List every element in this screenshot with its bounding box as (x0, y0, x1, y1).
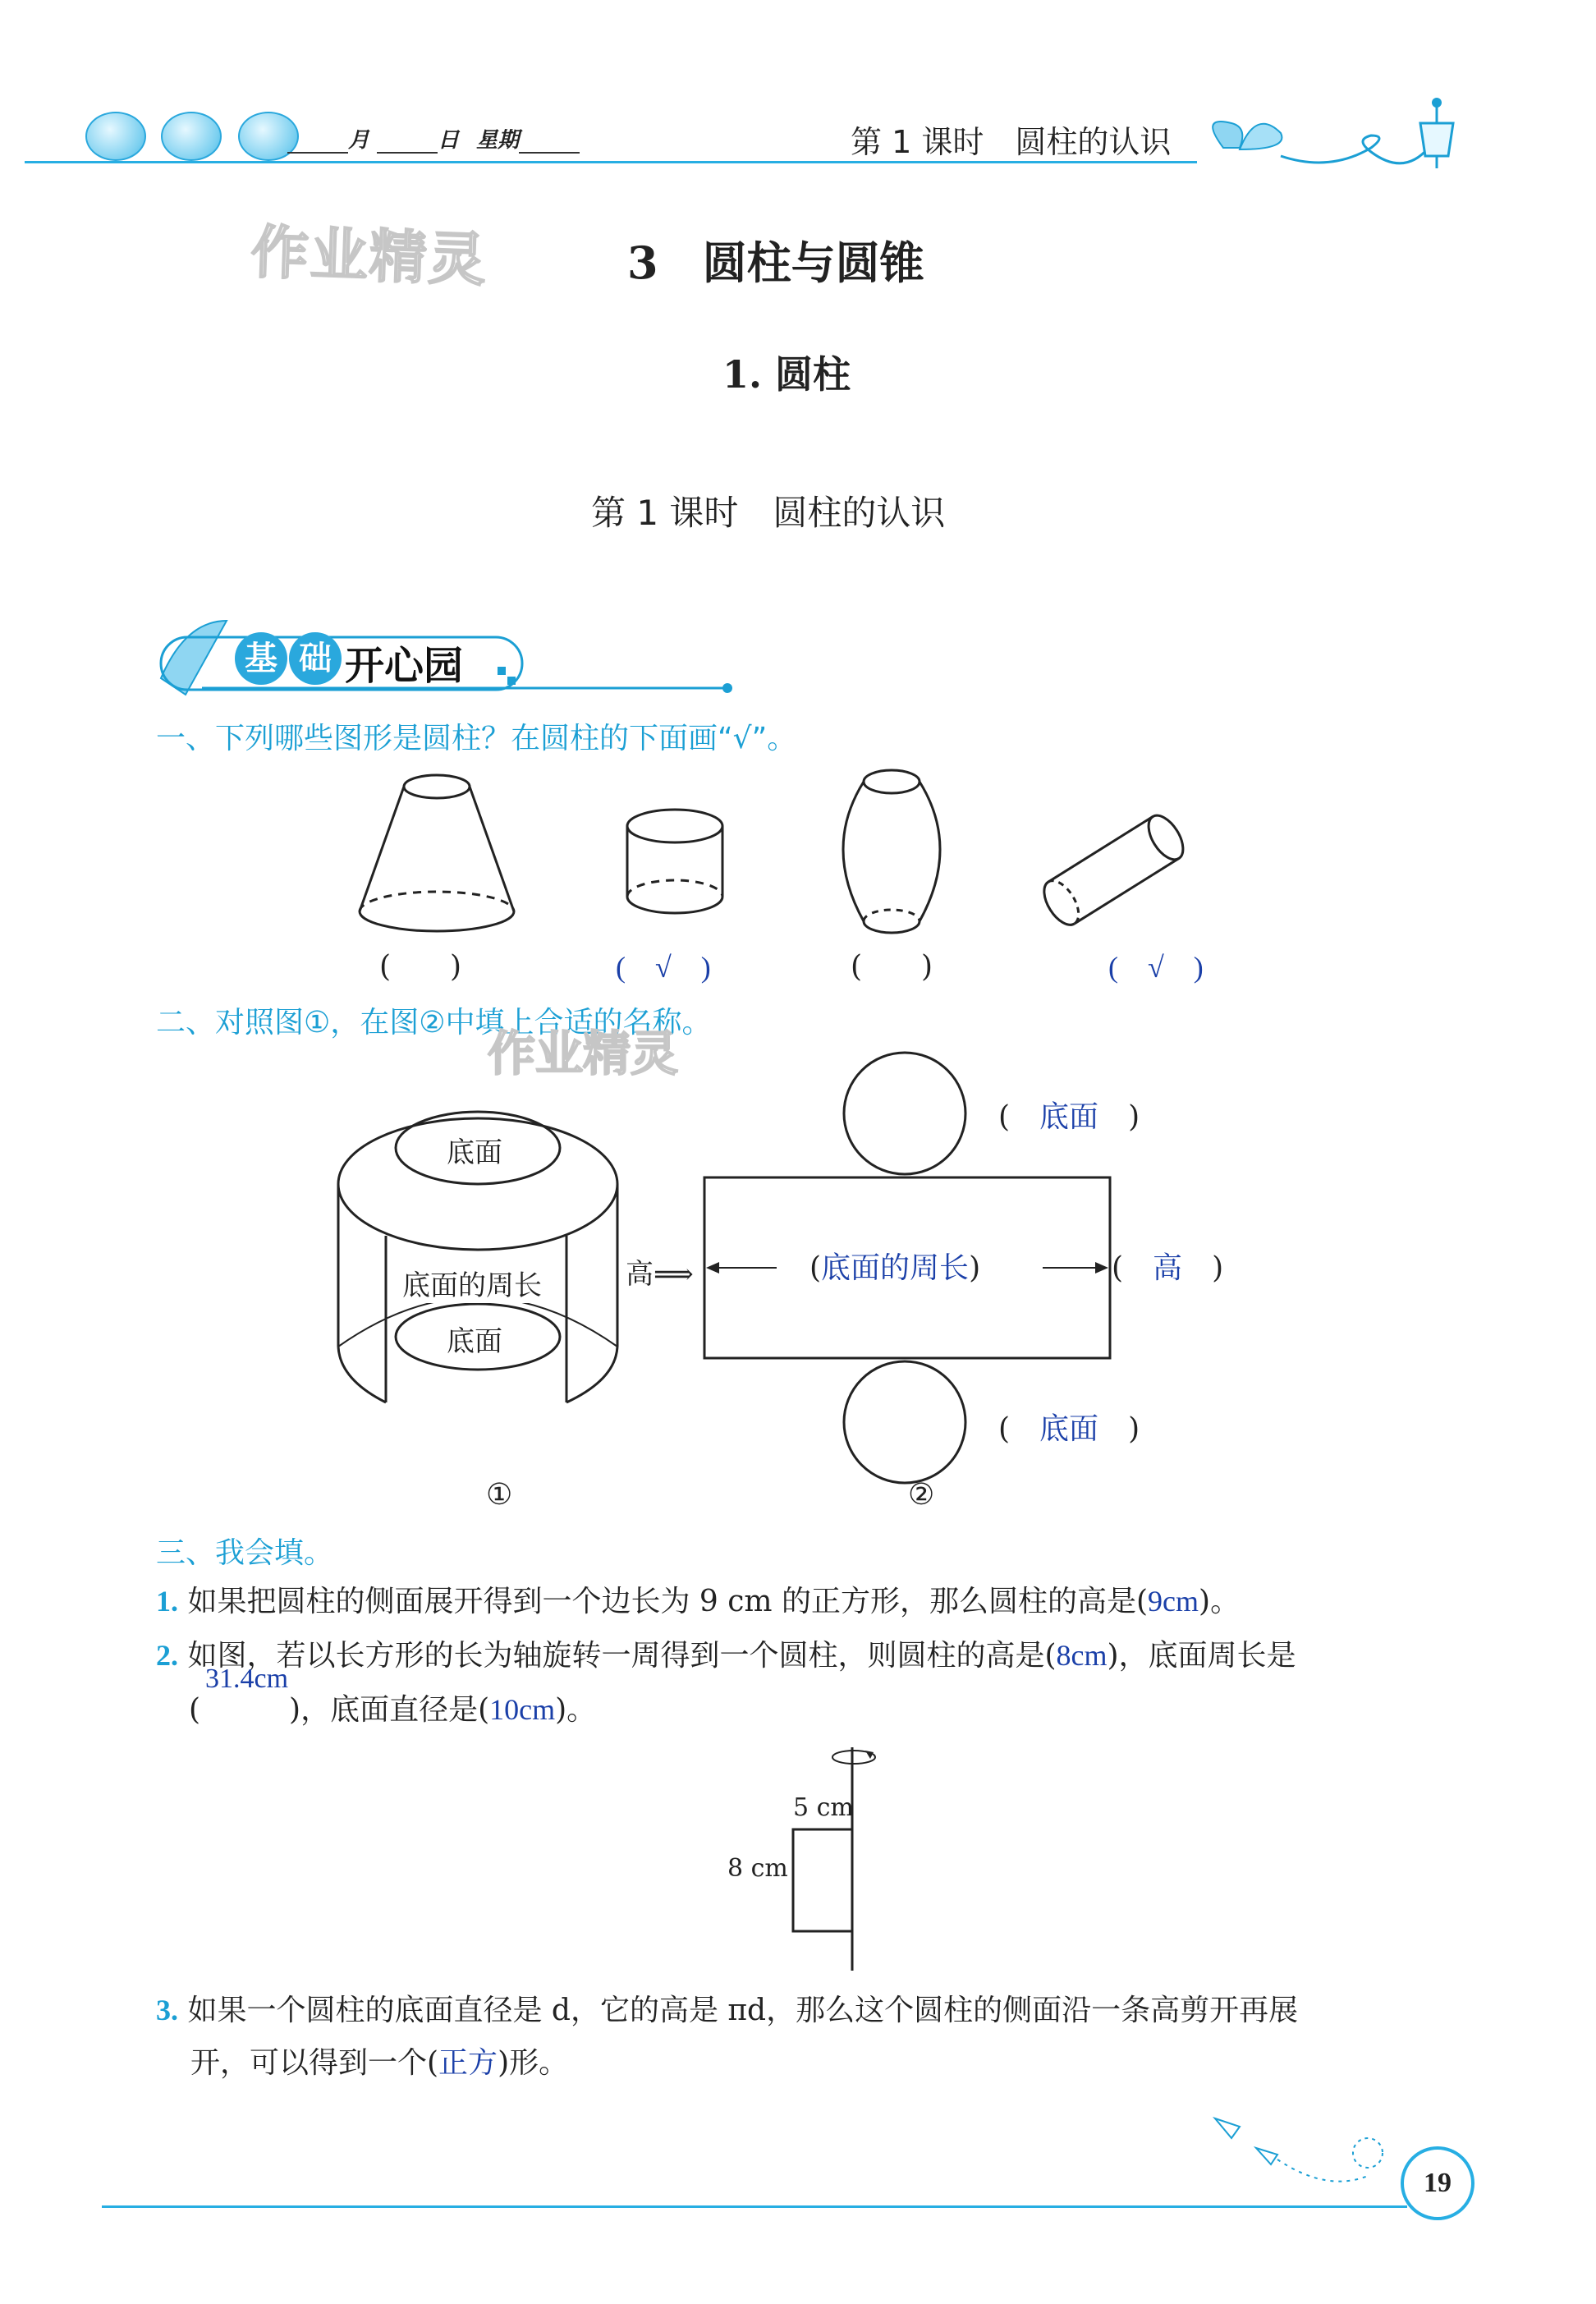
q3-item-1-tail: )。 (1199, 1585, 1241, 1618)
short-cylinder-shape (627, 810, 722, 913)
q1-answer-2: ( √ ) (616, 951, 711, 984)
q3-item-3-line1 (156, 1990, 1298, 2031)
footer-bird-decoration (1199, 2102, 1412, 2192)
date-weekday: 星期 (476, 128, 520, 153)
page-number-badge (1401, 2146, 1474, 2220)
fig1-bottom-label: 底面 (447, 1325, 502, 1358)
date-line (287, 123, 580, 154)
q3-item-3-text1: 如果一个圆柱的底面直径是 d，它的高是 πd，那么这个圆柱的侧面沿一条高剪开再展 (187, 1994, 1299, 2027)
barrel-shape (843, 770, 940, 933)
fig1-caption: ① (486, 1478, 513, 1512)
fig2-top-answer-text: 底面 (1039, 1100, 1099, 1133)
q3-item-2-answer-2: 31.4cm (205, 1664, 289, 1694)
q3-item-3-num: 3. (156, 1994, 178, 2026)
watermark-top: 作业精灵 (250, 218, 489, 294)
q1-answer-1: ( ) (379, 950, 462, 984)
header-rule (25, 161, 1197, 163)
fig1-side-label: 底面的周长 (402, 1263, 542, 1303)
q3-item-1-text: 如果把圆柱的侧面展开得到一个边长为 9 cm 的正方形，那么圆柱的高是( (187, 1585, 1149, 1618)
tilted-cylinder-shape (1037, 810, 1190, 930)
lesson-title: 第 1 课时 圆柱的认识 (591, 493, 946, 533)
q1-prompt: 一、下列哪些图形是圆柱？在圆柱的下面画“√”。 (156, 722, 797, 755)
fig2-top-answer: ( 底面 ) (998, 1100, 1140, 1134)
fig1-top-label: 底面 (447, 1136, 502, 1169)
banner-char-1: 基 (245, 640, 277, 677)
date-month: 月 (348, 128, 370, 153)
q3-item-3-tail: )形。 (498, 2046, 569, 2080)
q1-answer-4: ( √ ) (1108, 951, 1204, 984)
unit-title: 3 圆柱与圆锥 (627, 236, 924, 289)
q1-shapes (345, 764, 1240, 944)
q3-rotation-figure (780, 1739, 895, 1977)
q3-item-3-line2 (190, 2043, 568, 2083)
footer-rule (102, 2205, 1407, 2208)
frustum-shape (360, 775, 514, 931)
banner-rest-text: 开心园 (345, 643, 464, 689)
q3-item-1 (156, 1581, 1240, 1622)
fig2-bottom-answer: ( 底面 ) (998, 1412, 1140, 1446)
q3-item-2-tail2: )。 (555, 1693, 597, 1727)
q3-item-2-tail1: )，底面周长是 (1107, 1639, 1296, 1673)
q2-prompt: 二、对照图①，在图②中填上合适的名称。 (156, 1006, 712, 1040)
q3-item-3-text2: 开，可以得到一个( (190, 2046, 439, 2080)
butterfly-lamp-decoration (1199, 90, 1478, 181)
q3-width-label: 5 cm (793, 1793, 854, 1822)
date-day: 日 (438, 128, 460, 153)
q3-item-2-text1: 如图，若以长方形的长为轴旋转一周得到一个圆柱，则圆柱的高是( (187, 1639, 1057, 1673)
fig2-middle-answer-text: 底面的周长 (821, 1251, 970, 1284)
q3-item-2-text2: ( )，底面直径是( (189, 1693, 490, 1727)
q1-answer-3: ( ) (851, 950, 933, 984)
banner-circle-1 (235, 632, 287, 685)
q3-prompt: 三、我会填。 (156, 1536, 334, 1570)
q3-item-2-answer-3: 10cm (489, 1693, 556, 1726)
q3-item-2-num: 2. (156, 1639, 178, 1672)
q3-item-2-answer-1: 8cm (1056, 1639, 1108, 1672)
fig2-right-answer: ( 高 ) (1112, 1251, 1224, 1285)
q3-item-1-num: 1. (156, 1585, 178, 1618)
watermark-middle: 作业精灵 (488, 1026, 679, 1081)
fig2-caption: ② (908, 1478, 935, 1512)
height-arrow-label: 高⟹ (626, 1258, 694, 1291)
header-lesson-title: 第 1 课时 圆柱的认识 (851, 124, 1172, 160)
q3-item-3-answer: 正方 (438, 2046, 498, 2079)
q3-item-2-line1 (156, 1636, 1296, 1676)
fig2-right-answer-text: 高 (1153, 1251, 1183, 1284)
page-number: 19 (1424, 2168, 1452, 2198)
fig2-bottom-answer-text: 底面 (1039, 1412, 1099, 1445)
q3-item-1-answer: 9cm (1148, 1585, 1199, 1618)
section-title: 1. 圆柱 (722, 352, 851, 397)
q3-item-2-line2 (189, 1690, 596, 1730)
banner-circle-2 (289, 632, 342, 685)
banner-char-2: 础 (299, 640, 332, 677)
fig2-middle-answer: (底面的周长) (809, 1251, 981, 1285)
smiley-face-icon-1 (85, 112, 146, 161)
q3-length-label: 8 cm (727, 1854, 788, 1883)
smiley-face-icon-2 (161, 112, 222, 161)
